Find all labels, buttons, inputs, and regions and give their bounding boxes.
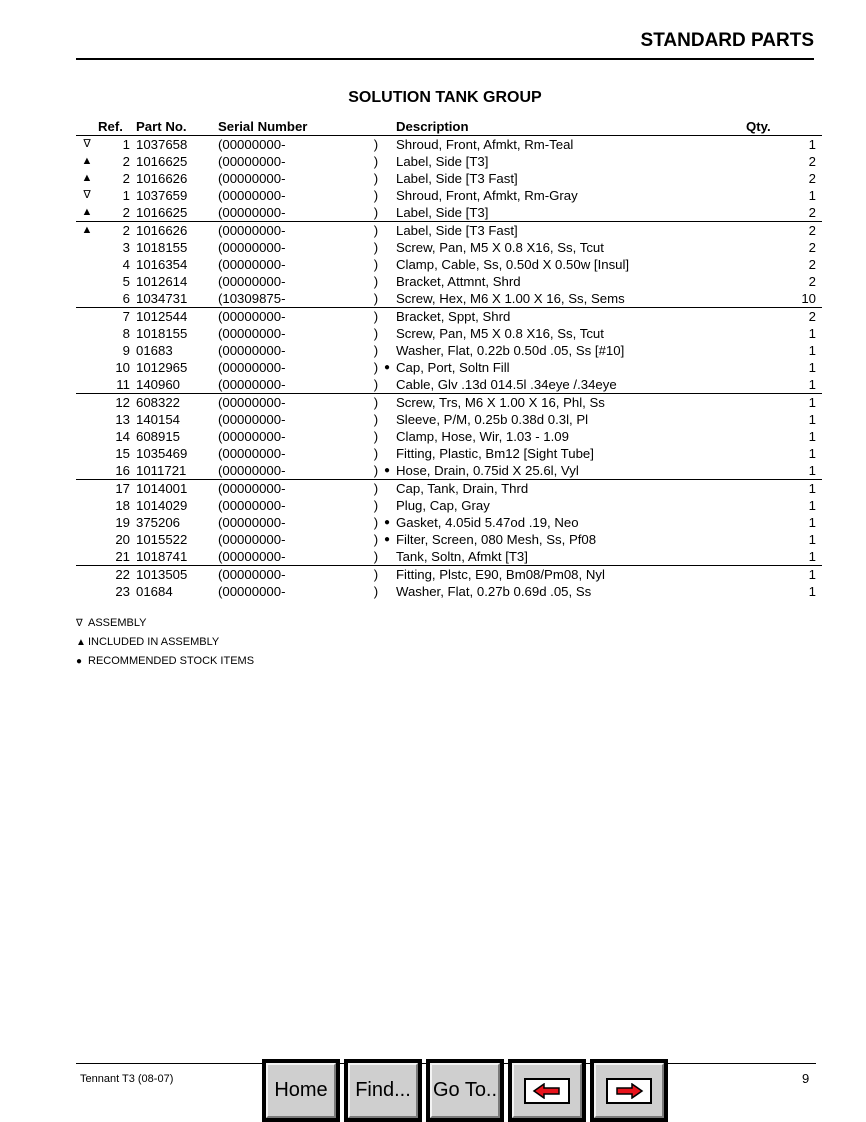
table-row bbox=[76, 136, 822, 154]
qty-cell: 2 bbox=[746, 308, 822, 326]
paren-cell: ) bbox=[373, 326, 379, 341]
description-cell: Label, Side [T3] bbox=[396, 205, 489, 220]
table-row bbox=[76, 222, 822, 240]
page-number: 9 bbox=[802, 1071, 810, 1086]
serial-cell: (00000000- bbox=[218, 532, 286, 547]
ref-cell: 16 bbox=[115, 463, 130, 478]
parts-table-header bbox=[76, 118, 822, 136]
description-cell: Label, Side [T3 Fast] bbox=[396, 171, 518, 186]
stock-dot-icon: ● bbox=[384, 362, 391, 373]
qty-cell: 1 bbox=[808, 463, 816, 478]
serial-cell: (00000000- bbox=[218, 463, 286, 478]
row-mark-icon: ▲ bbox=[81, 172, 93, 184]
legend-included-label: INCLUDED IN ASSEMBLY bbox=[88, 636, 220, 648]
row-mark-icon bbox=[76, 531, 98, 548]
find-button-label: Find... bbox=[348, 1063, 418, 1118]
paren-cell: ) bbox=[373, 532, 379, 547]
part-number-cell: 1015522 bbox=[136, 532, 188, 547]
table-row bbox=[76, 583, 822, 600]
row-mark-icon: ∇ bbox=[83, 138, 91, 150]
stock-dot-icon bbox=[384, 308, 396, 326]
ref-cell: 19 bbox=[115, 515, 130, 530]
stock-dot-icon bbox=[384, 566, 396, 584]
paren-cell: ) bbox=[368, 308, 384, 326]
table-row bbox=[76, 514, 822, 531]
paren-cell: ) bbox=[373, 137, 379, 152]
description-cell: Bracket, Attmnt, Shrd bbox=[396, 274, 521, 289]
stock-dot-icon bbox=[384, 136, 396, 154]
serial-cell: (00000000- bbox=[218, 584, 286, 599]
row-mark-icon bbox=[76, 445, 98, 462]
stock-dot-icon bbox=[384, 445, 396, 462]
part-number-cell: 1012544 bbox=[136, 308, 218, 326]
legend-included bbox=[76, 633, 254, 652]
qty-cell: 2 bbox=[808, 154, 816, 169]
part-number-cell: 1013505 bbox=[136, 566, 218, 584]
row-mark-icon: ▲ bbox=[81, 155, 93, 167]
stock-dot-icon bbox=[384, 325, 396, 342]
row-mark-icon bbox=[76, 583, 98, 600]
description-cell: Cable, Glv .13d 014.5l .34eye /.34eye bbox=[396, 377, 617, 392]
paren-cell: ) bbox=[373, 498, 379, 513]
description-cell: Screw, Trs, M6 X 1.00 X 16, Phl, Ss bbox=[396, 394, 746, 412]
part-number-cell: 1018155 bbox=[136, 240, 188, 255]
serial-cell: (00000000- bbox=[218, 480, 368, 498]
ref-cell: 12 bbox=[98, 394, 136, 412]
stock-dot-icon bbox=[384, 480, 396, 498]
qty-cell: 1 bbox=[808, 498, 816, 513]
left-arrow-icon bbox=[532, 1083, 562, 1099]
paren-cell: ) bbox=[373, 463, 379, 478]
qty-cell: 1 bbox=[808, 412, 816, 427]
legend bbox=[76, 614, 254, 671]
table-row bbox=[76, 566, 822, 584]
qty-cell: 2 bbox=[808, 240, 816, 255]
legend-assembly-label: ASSEMBLY bbox=[88, 617, 147, 629]
table-row bbox=[76, 445, 822, 462]
description-cell: Hose, Drain, 0.75id X 25.6l, Vyl bbox=[396, 463, 579, 478]
legend-assembly bbox=[76, 614, 254, 633]
stock-dot-icon: ● bbox=[384, 517, 391, 528]
qty-cell: 1 bbox=[808, 326, 816, 341]
serial-cell: (00000000- bbox=[218, 429, 286, 444]
qty-cell: 1 bbox=[808, 549, 816, 564]
paren-cell: ) bbox=[368, 566, 384, 584]
serial-cell: (00000000- bbox=[218, 412, 286, 427]
serial-cell: (00000000- bbox=[218, 394, 368, 412]
stock-dot-icon bbox=[384, 204, 396, 222]
stock-dot-icon bbox=[384, 222, 396, 240]
page-header-title: STANDARD PARTS bbox=[640, 30, 814, 51]
ref-cell: 6 bbox=[122, 291, 130, 306]
ref-cell: 23 bbox=[115, 584, 130, 599]
row-mark-icon bbox=[76, 566, 98, 584]
qty-cell: 1 bbox=[746, 480, 822, 498]
ref-cell: 14 bbox=[115, 429, 130, 444]
part-number-cell: 1012965 bbox=[136, 360, 188, 375]
paren-cell: ) bbox=[373, 154, 379, 169]
table-row bbox=[76, 394, 822, 412]
table-row bbox=[76, 204, 822, 222]
paren-cell: ) bbox=[373, 515, 379, 530]
description-cell: Shroud, Front, Afmkt, Rm-Gray bbox=[396, 188, 578, 203]
paren-cell: ) bbox=[373, 412, 379, 427]
qty-cell: 10 bbox=[801, 291, 816, 306]
stock-dot-icon bbox=[384, 273, 396, 290]
qty-cell: 2 bbox=[746, 222, 822, 240]
table-row bbox=[76, 548, 822, 566]
stock-dot-icon bbox=[384, 548, 396, 566]
paren-cell: ) bbox=[373, 240, 379, 255]
table-row bbox=[76, 531, 822, 548]
description-cell: Screw, Pan, M5 X 0.8 X16, Ss, Tcut bbox=[396, 326, 604, 341]
row-mark-icon: ▲ bbox=[81, 206, 93, 218]
part-column-header: Part No. bbox=[136, 118, 218, 136]
navigation-bar bbox=[262, 1059, 672, 1122]
ref-cell: 7 bbox=[98, 308, 136, 326]
paren-cell: ) bbox=[368, 394, 384, 412]
description-cell: Fitting, Plastic, Bm12 [Sight Tube] bbox=[396, 446, 594, 461]
ref-column-header: Ref. bbox=[98, 118, 136, 136]
part-number-cell: 1018741 bbox=[136, 549, 188, 564]
row-mark-icon: ∇ bbox=[83, 189, 91, 201]
ref-cell: 8 bbox=[122, 326, 130, 341]
serial-cell: (00000000- bbox=[218, 222, 368, 240]
table-row bbox=[76, 480, 822, 498]
qty-cell: 1 bbox=[746, 566, 822, 584]
serial-cell: (00000000- bbox=[218, 154, 286, 169]
ref-cell: 2 bbox=[122, 205, 130, 220]
ref-cell: 5 bbox=[122, 274, 130, 289]
ref-cell: 9 bbox=[122, 343, 130, 358]
description-cell: Filter, Screen, 080 Mesh, Ss, Pf08 bbox=[396, 532, 597, 547]
part-number-cell: 140154 bbox=[136, 412, 181, 427]
paren-cell: ) bbox=[373, 205, 379, 220]
stock-dot-icon bbox=[384, 290, 396, 308]
serial-cell: (00000000- bbox=[218, 498, 286, 513]
table-row bbox=[76, 376, 822, 394]
part-number-cell: 1012614 bbox=[136, 274, 188, 289]
qty-cell: 1 bbox=[808, 343, 816, 358]
stock-dot-icon bbox=[384, 428, 396, 445]
parts-table bbox=[76, 118, 822, 600]
serial-column-header: Serial Number bbox=[218, 118, 368, 136]
ref-cell: 1 bbox=[122, 137, 130, 152]
qty-cell: 1 bbox=[808, 584, 816, 599]
description-cell: Label, Side [T3 Fast] bbox=[396, 222, 746, 240]
assembly-symbol-icon: ∇ bbox=[76, 618, 83, 629]
table-row bbox=[76, 273, 822, 290]
part-number-cell: 01684 bbox=[136, 584, 173, 599]
ref-cell: 22 bbox=[98, 566, 136, 584]
description-cell: Bracket, Sppt, Shrd bbox=[396, 308, 746, 326]
serial-cell: (00000000- bbox=[218, 360, 286, 375]
paren-header bbox=[368, 118, 384, 136]
part-number-cell: 1016626 bbox=[136, 171, 188, 186]
paren-cell: ) bbox=[373, 257, 379, 272]
description-cell: Clamp, Hose, Wir, 1.03 - 1.09 bbox=[396, 429, 569, 444]
qty-cell: 1 bbox=[808, 532, 816, 547]
row-mark-icon bbox=[76, 480, 98, 498]
part-number-cell: 1016625 bbox=[136, 154, 188, 169]
part-number-cell: 1016625 bbox=[136, 205, 188, 220]
ref-cell: 2 bbox=[122, 171, 130, 186]
row-mark-icon bbox=[76, 394, 98, 412]
qty-cell: 2 bbox=[808, 171, 816, 186]
ref-cell: 15 bbox=[115, 446, 130, 461]
ref-cell: 2 bbox=[122, 154, 130, 169]
stock-dot-icon bbox=[384, 170, 396, 187]
ref-cell: 1 bbox=[122, 188, 130, 203]
legend-stock-label: RECOMMENDED STOCK ITEMS bbox=[88, 655, 255, 667]
stock-dot-icon bbox=[384, 497, 396, 514]
row-mark-icon bbox=[76, 462, 98, 480]
ref-cell: 10 bbox=[115, 360, 130, 375]
stock-dot-icon: ● bbox=[384, 534, 391, 545]
paren-cell: ) bbox=[373, 188, 379, 203]
row-mark-icon bbox=[76, 428, 98, 445]
group-title: SOLUTION TANK GROUP bbox=[348, 89, 542, 106]
ref-cell: 2 bbox=[98, 222, 136, 240]
description-cell: Label, Side [T3] bbox=[396, 154, 489, 169]
footer-document-id: Tennant T3 (08-07) bbox=[80, 1073, 174, 1085]
serial-cell: (00000000- bbox=[218, 188, 286, 203]
ref-cell: 13 bbox=[115, 412, 130, 427]
table-row bbox=[76, 359, 822, 376]
mark-header bbox=[76, 118, 98, 136]
row-mark-icon bbox=[76, 342, 98, 359]
description-cell: Sleeve, P/M, 0.25b 0.38d 0.3l, Pl bbox=[396, 412, 589, 427]
serial-cell: (00000000- bbox=[218, 308, 368, 326]
serial-cell: (00000000- bbox=[218, 171, 286, 186]
next-page-button[interactable] bbox=[590, 1059, 668, 1122]
parts-table-body bbox=[76, 136, 822, 601]
part-number-cell: 1037659 bbox=[136, 188, 188, 203]
qty-cell: 1 bbox=[746, 394, 822, 412]
part-number-cell: 1035469 bbox=[136, 446, 188, 461]
description-cell: Screw, Hex, M6 X 1.00 X 16, Ss, Sems bbox=[396, 291, 625, 306]
qty-cell: 1 bbox=[808, 188, 816, 203]
included-symbol-icon: ▲ bbox=[76, 637, 86, 648]
description-cell: Washer, Flat, 0.27b 0.69d .05, Ss bbox=[396, 584, 592, 599]
paren-cell: ) bbox=[368, 222, 384, 240]
description-cell: Plug, Cap, Gray bbox=[396, 498, 490, 513]
serial-cell: (00000000- bbox=[218, 137, 286, 152]
table-row bbox=[76, 325, 822, 342]
qty-cell: 2 bbox=[808, 205, 816, 220]
stock-dot-icon: ● bbox=[384, 465, 391, 476]
paren-cell: ) bbox=[373, 343, 379, 358]
stock-dot-icon bbox=[384, 583, 396, 600]
home-button[interactable] bbox=[262, 1059, 340, 1122]
paren-cell: ) bbox=[373, 584, 379, 599]
row-mark-icon bbox=[76, 308, 98, 326]
stock-dot-icon bbox=[384, 411, 396, 428]
description-cell: Tank, Soltn, Afmkt [T3] bbox=[396, 549, 528, 564]
ref-cell: 3 bbox=[122, 240, 130, 255]
table-row bbox=[76, 497, 822, 514]
part-number-cell: 1016626 bbox=[136, 222, 218, 240]
row-mark-icon bbox=[76, 514, 98, 531]
ref-cell: 18 bbox=[115, 498, 130, 513]
find-button[interactable] bbox=[344, 1059, 422, 1122]
serial-cell: (00000000- bbox=[218, 326, 286, 341]
serial-cell: (00000000- bbox=[218, 274, 286, 289]
ref-cell: 21 bbox=[115, 549, 130, 564]
paren-cell: ) bbox=[368, 480, 384, 498]
table-row bbox=[76, 239, 822, 256]
table-row bbox=[76, 462, 822, 480]
row-mark-icon bbox=[76, 239, 98, 256]
paren-cell: ) bbox=[373, 274, 379, 289]
paren-cell: ) bbox=[373, 291, 379, 306]
table-row bbox=[76, 170, 822, 187]
paren-cell: ) bbox=[373, 446, 379, 461]
stock-dot-icon bbox=[384, 256, 396, 273]
qty-cell: 1 bbox=[808, 429, 816, 444]
description-column-header: Description bbox=[396, 118, 746, 136]
description-cell: Shroud, Front, Afmkt, Rm-Teal bbox=[396, 137, 574, 152]
stock-dot-icon bbox=[384, 239, 396, 256]
row-mark-icon bbox=[76, 256, 98, 273]
ref-cell: 4 bbox=[122, 257, 130, 272]
table-row bbox=[76, 428, 822, 445]
row-mark-icon bbox=[76, 290, 98, 308]
paren-cell: ) bbox=[373, 549, 379, 564]
stock-dot-icon bbox=[384, 394, 396, 412]
stock-symbol-icon: ● bbox=[76, 656, 83, 667]
serial-cell: (00000000- bbox=[218, 257, 286, 272]
stock-dot-icon bbox=[384, 187, 396, 204]
description-cell: Fitting, Plstc, E90, Bm08/Pm08, Nyl bbox=[396, 566, 746, 584]
qty-cell: 2 bbox=[808, 274, 816, 289]
legend-stock bbox=[76, 652, 254, 671]
goto-button[interactable] bbox=[426, 1059, 504, 1122]
table-row bbox=[76, 153, 822, 170]
dot-header bbox=[384, 118, 396, 136]
description-cell: Screw, Pan, M5 X 0.8 X16, Ss, Tcut bbox=[396, 240, 604, 255]
part-number-cell: 01683 bbox=[136, 343, 173, 358]
part-number-cell: 608322 bbox=[136, 394, 218, 412]
part-number-cell: 608915 bbox=[136, 429, 181, 444]
description-cell: Cap, Tank, Drain, Thrd bbox=[396, 480, 746, 498]
serial-cell: (00000000- bbox=[218, 549, 286, 564]
paren-cell: ) bbox=[373, 377, 379, 392]
serial-cell: (00000000- bbox=[218, 566, 368, 584]
qty-cell: 1 bbox=[808, 446, 816, 461]
part-number-cell: 1034731 bbox=[136, 291, 188, 306]
home-button-label: Home bbox=[266, 1063, 336, 1118]
stock-dot-icon bbox=[384, 376, 396, 394]
table-row bbox=[76, 308, 822, 326]
goto-button-label: Go To.. bbox=[430, 1063, 500, 1118]
serial-cell: (00000000- bbox=[218, 446, 286, 461]
part-number-cell: 1037658 bbox=[136, 137, 188, 152]
row-mark-icon bbox=[76, 497, 98, 514]
row-mark-icon bbox=[76, 548, 98, 566]
row-mark-icon bbox=[76, 273, 98, 290]
part-number-cell: 1018155 bbox=[136, 326, 188, 341]
qty-cell: 1 bbox=[808, 137, 816, 152]
previous-page-button[interactable] bbox=[508, 1059, 586, 1122]
qty-cell: 1 bbox=[808, 515, 816, 530]
ref-cell: 17 bbox=[98, 480, 136, 498]
serial-cell: (00000000- bbox=[218, 343, 286, 358]
header-rule bbox=[76, 58, 814, 60]
part-number-cell: 1014001 bbox=[136, 480, 218, 498]
table-row bbox=[76, 342, 822, 359]
qty-cell: 1 bbox=[808, 360, 816, 375]
ref-cell: 20 bbox=[115, 532, 130, 547]
part-number-cell: 140960 bbox=[136, 377, 181, 392]
part-number-cell: 375206 bbox=[136, 515, 181, 530]
qty-column-header: Qty. bbox=[746, 118, 822, 136]
description-cell: Washer, Flat, 0.22b 0.50d .05, Ss [#10] bbox=[396, 343, 625, 358]
table-row bbox=[76, 411, 822, 428]
row-mark-icon: ▲ bbox=[76, 222, 98, 240]
table-row bbox=[76, 256, 822, 273]
serial-cell: (00000000- bbox=[218, 205, 286, 220]
part-number-cell: 1016354 bbox=[136, 257, 188, 272]
part-number-cell: 1011721 bbox=[136, 463, 187, 478]
right-arrow-icon bbox=[614, 1083, 644, 1099]
description-cell: Clamp, Cable, Ss, 0.50d X 0.50w [Insul] bbox=[396, 257, 630, 272]
row-mark-icon bbox=[76, 376, 98, 394]
qty-cell: 1 bbox=[808, 377, 816, 392]
description-cell: Gasket, 4.05id 5.47od .19, Neo bbox=[396, 515, 579, 530]
stock-dot-icon bbox=[384, 153, 396, 170]
table-row bbox=[76, 187, 822, 204]
row-mark-icon bbox=[76, 411, 98, 428]
serial-cell: (00000000- bbox=[218, 515, 286, 530]
paren-cell: ) bbox=[373, 360, 379, 375]
serial-cell: (00000000- bbox=[218, 377, 286, 392]
row-mark-icon bbox=[76, 325, 98, 342]
description-cell: Cap, Port, Soltn Fill bbox=[396, 360, 510, 375]
row-mark-icon bbox=[76, 359, 98, 376]
stock-dot-icon bbox=[384, 342, 396, 359]
paren-cell: ) bbox=[373, 429, 379, 444]
qty-cell: 2 bbox=[808, 257, 816, 272]
serial-cell: (00000000- bbox=[218, 240, 286, 255]
table-row bbox=[76, 290, 822, 308]
ref-cell: 11 bbox=[116, 377, 130, 392]
part-number-cell: 1014029 bbox=[136, 498, 188, 513]
serial-cell: (10309875- bbox=[218, 291, 286, 306]
paren-cell: ) bbox=[373, 171, 379, 186]
